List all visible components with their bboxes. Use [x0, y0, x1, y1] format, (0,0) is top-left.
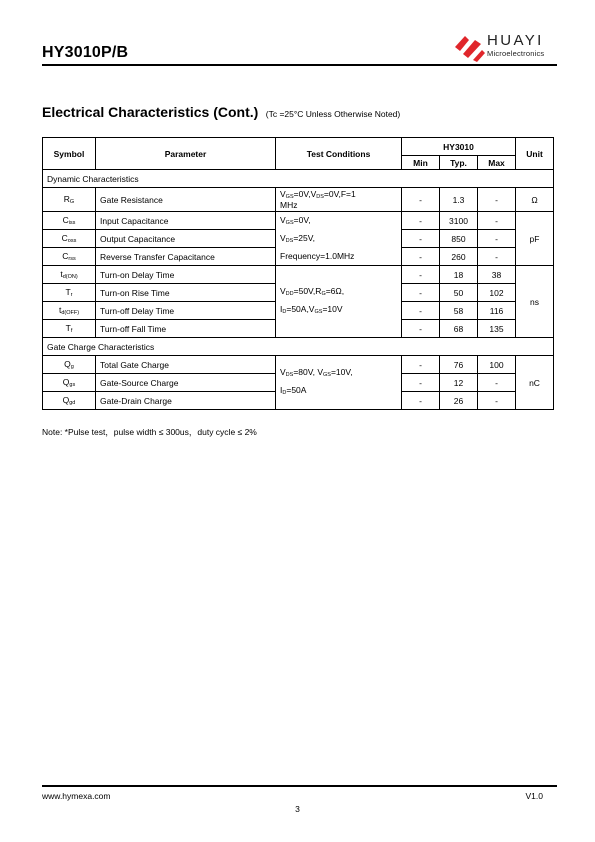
- huayi-logo-icon: [453, 30, 487, 64]
- max-cell: 116: [478, 302, 516, 320]
- header-device-group: HY3010: [402, 138, 516, 156]
- condition-cell: VDS=80V, VGS=10V, ID=50A: [276, 356, 402, 410]
- section-heading: [42, 104, 400, 122]
- unit-cell: Ω: [516, 188, 554, 212]
- symbol-cell: Qgs: [43, 374, 96, 392]
- electrical-characteristics-table: [42, 137, 554, 410]
- table-row: [43, 212, 554, 230]
- table-row: [43, 188, 554, 212]
- min-cell: -: [402, 356, 440, 374]
- typ-cell: 1.3: [440, 188, 478, 212]
- parameter-cell: Turn-on Rise Time: [96, 284, 276, 302]
- company-logo: [453, 30, 557, 64]
- pulse-test-note: Note: *Pulse test，pulse width ≤ 300us，duty cycle ≤ 2%: [42, 427, 257, 437]
- parameter-cell: Turn-off Delay Time: [96, 302, 276, 320]
- min-cell: -: [402, 374, 440, 392]
- typ-cell: 12: [440, 374, 478, 392]
- symbol-cell: Qg: [43, 356, 96, 374]
- max-cell: -: [478, 248, 516, 266]
- min-cell: -: [402, 302, 440, 320]
- condition-cell: VDD=50V,RG=6Ω, ID=50A,VGS=10V: [276, 266, 402, 338]
- symbol-cell: Tf: [43, 320, 96, 338]
- header-max: Max: [478, 156, 516, 170]
- parameter-cell: Gate Resistance: [96, 188, 276, 212]
- parameter-cell: Turn-on Delay Time: [96, 266, 276, 284]
- footer-version: V1.0: [525, 791, 543, 801]
- typ-cell: 18: [440, 266, 478, 284]
- symbol-cell: Ciss: [43, 212, 96, 230]
- symbol-cell: Crss: [43, 248, 96, 266]
- max-cell: 102: [478, 284, 516, 302]
- min-cell: -: [402, 266, 440, 284]
- header-test-conditions: Test Conditions: [276, 138, 402, 170]
- max-cell: -: [478, 230, 516, 248]
- parameter-cell: Gate-Drain Charge: [96, 392, 276, 410]
- typ-cell: 850: [440, 230, 478, 248]
- parameter-cell: Total Gate Charge: [96, 356, 276, 374]
- min-cell: -: [402, 212, 440, 230]
- typ-cell: 3100: [440, 212, 478, 230]
- header-min: Min: [402, 156, 440, 170]
- header-parameter: Parameter: [96, 138, 276, 170]
- parameter-cell: Input Capacitance: [96, 212, 276, 230]
- symbol-cell: Coss: [43, 230, 96, 248]
- max-cell: -: [478, 392, 516, 410]
- min-cell: -: [402, 188, 440, 212]
- min-cell: -: [402, 248, 440, 266]
- section-label: Gate Charge Characteristics: [43, 338, 554, 356]
- symbol-cell: RG: [43, 188, 96, 212]
- typ-cell: 76: [440, 356, 478, 374]
- logo-subtitle: Microelectronics: [487, 49, 545, 58]
- document-title: HY3010P/B: [42, 44, 129, 61]
- typ-cell: 260: [440, 248, 478, 266]
- min-cell: -: [402, 392, 440, 410]
- table-row: [43, 266, 554, 284]
- section-title: Electrical Characteristics (Cont.): [42, 104, 259, 120]
- table-header-row: [43, 138, 554, 156]
- unit-cell: nC: [516, 356, 554, 410]
- section-row-dynamic: [43, 170, 554, 188]
- header-typ: Typ.: [440, 156, 478, 170]
- parameter-cell: Gate-Source Charge: [96, 374, 276, 392]
- condition-cell: VGS=0V,VDS=0V,F=1 MHz: [276, 188, 402, 212]
- footer-rule: [42, 785, 557, 787]
- header-unit: Unit: [516, 138, 554, 170]
- max-cell: 135: [478, 320, 516, 338]
- max-cell: 38: [478, 266, 516, 284]
- symbol-cell: Tr: [43, 284, 96, 302]
- symbol-cell: td(ON): [43, 266, 96, 284]
- typ-cell: 26: [440, 392, 478, 410]
- max-cell: -: [478, 188, 516, 212]
- symbol-cell: td(OFF): [43, 302, 96, 320]
- parameter-cell: Output Capacitance: [96, 230, 276, 248]
- max-cell: 100: [478, 356, 516, 374]
- section-label: Dynamic Characteristics: [43, 170, 554, 188]
- parameter-cell: Turn-off Fall Time: [96, 320, 276, 338]
- max-cell: -: [478, 212, 516, 230]
- condition-cell: VGS=0V, VDS=25V, Frequency=1.0MHz: [276, 212, 402, 266]
- parameter-cell: Reverse Transfer Capacitance: [96, 248, 276, 266]
- max-cell: -: [478, 374, 516, 392]
- typ-cell: 68: [440, 320, 478, 338]
- page-number: 3: [295, 804, 300, 814]
- unit-cell: ns: [516, 266, 554, 338]
- typ-cell: 50: [440, 284, 478, 302]
- typ-cell: 58: [440, 302, 478, 320]
- symbol-cell: Qgd: [43, 392, 96, 410]
- logo-wordmark: HUAYI: [487, 32, 544, 49]
- table-row: [43, 356, 554, 374]
- section-condition: (Tc =25°C Unless Otherwise Noted): [265, 109, 401, 119]
- min-cell: -: [402, 230, 440, 248]
- header-rule: [42, 64, 557, 66]
- header-symbol: Symbol: [43, 138, 96, 170]
- min-cell: -: [402, 320, 440, 338]
- footer-website: www.hymexa.com: [42, 791, 111, 801]
- section-row-gate-charge: [43, 338, 554, 356]
- min-cell: -: [402, 284, 440, 302]
- unit-cell: pF: [516, 212, 554, 266]
